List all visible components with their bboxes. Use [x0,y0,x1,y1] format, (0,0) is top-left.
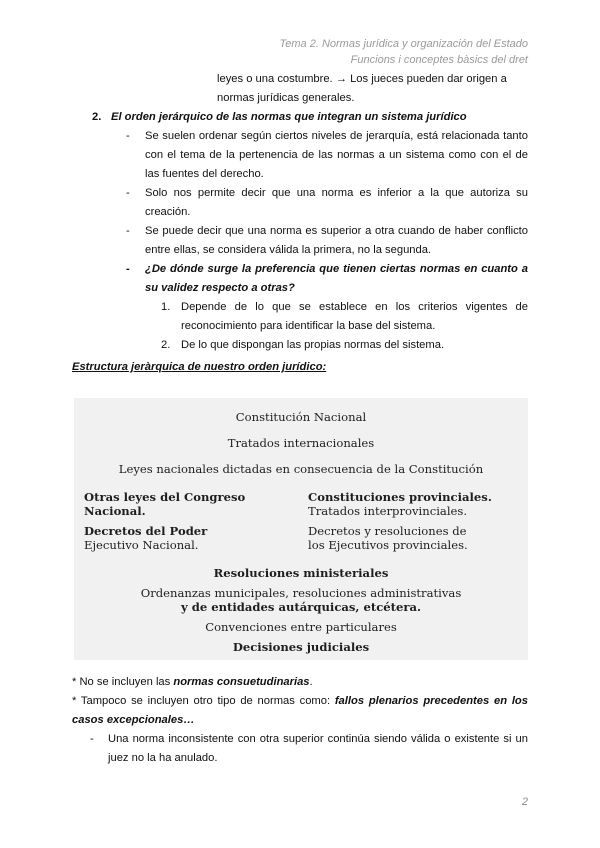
header-topic: Tema 2. Normas jurídica y organización del Estado [279,38,528,50]
bullet-hierarchy-levels: Se suelen ordenar según ciertos niveles de jerarquía, está relacionada tanto con el tema de la pertenencia de las normas a un sistema como con el de las fuentes del derecho. [145,130,528,180]
note-customary [72,673,528,692]
answer-criteria: Depende de lo que se establece en los criterios vigentes de reconocimiento para identificar la base del sistema. [181,301,528,332]
note-customary-post: . [309,676,313,688]
bullet-inconsistent-norm: Una norma inconsistente con otra superior continúa siendo válida o existente si un juez no la ha anulado. [108,733,528,764]
header-course: Funcions i conceptes bàsics del dret [350,54,528,66]
figure-other-laws: Otras leyes del Congreso [84,490,246,504]
figure-national-laws: Leyes nacionales dictadas en consecuencia de la Constitución [118,462,484,476]
answer-number: 1. [161,301,171,313]
note-other-norms [72,692,528,730]
note-other-bold: fallos plenarios precedentes en los casos excepcionales… [72,695,528,726]
figure-treaties: Tratados internacionales [227,436,375,450]
page-header [280,36,528,68]
structure-heading: Estructura jeràrquica de nuestro orden jurídico: [72,361,327,373]
figure-provincial-decrees-2: los Ejecutivos provinciales. [308,538,468,552]
bullet-superior-norm: Se puede decir que una norma es superior a otra cuando de haber conflicto entre ellas, se considera válida la primera, no la segunda. [145,225,528,256]
answer-own-norms: De lo que dispongan las propias normas del sistema. [181,339,445,351]
figure-conventions: Convenciones entre particulares [205,620,397,634]
figure-ordinances: Ordenanzas municipales, resoluciones administrativas [140,586,462,600]
hierarchy-figure [74,398,528,660]
section-number: 2. [92,111,102,123]
note-customary-pre: * No se incluyen las [72,676,174,688]
figure-ministerial: Resoluciones ministeriales [213,566,389,580]
figure-constitution: Constitución Nacional [235,410,367,424]
figure-autarchic: y de entidades autárquicas, etcétera. [180,600,422,614]
continuation-line-2: normas jurídicas generales. [217,92,355,104]
bullet-dash: - [126,263,130,275]
bullet-inferior-norm: Solo nos permite decir que una norma es inferior a la que autoriza su creación. [145,187,528,218]
figure-interprovincial-treaties: Tratados interprovinciales. [308,504,468,518]
section-title: El orden jerárquico de las normas que integran un sistema jurídico [111,111,467,123]
note-other-pre: * Tampoco se incluyen otro tipo de normas como: [72,695,335,707]
bullet-question: ¿De dónde surge la preferencia que tienen ciertas normas en cuanto a su validez respecto a otras? [145,263,528,294]
continuation-line-1: leyes o una costumbre. → Los jueces pueden dar origen a [217,73,507,85]
bullet-dash: - [90,733,94,745]
bullet-dash: - [126,225,130,237]
bullet-dash: - [126,130,130,142]
figure-executive-decrees-2: Ejecutivo Nacional. [84,538,199,552]
page-number: 2 [521,796,528,808]
figure-provincial-constitutions: Constituciones provinciales. [308,490,492,504]
figure-other-laws-2: Nacional. [84,504,146,518]
figure-executive-decrees: Decretos del Poder [84,524,208,538]
figure-judicial: Decisiones judiciales [232,640,370,654]
answer-number: 2. [161,339,171,351]
bullet-dash: - [126,187,130,199]
figure-provincial-decrees: Decretos y resoluciones de [308,524,467,538]
note-customary-bold: normas consuetudinarias [173,676,310,688]
